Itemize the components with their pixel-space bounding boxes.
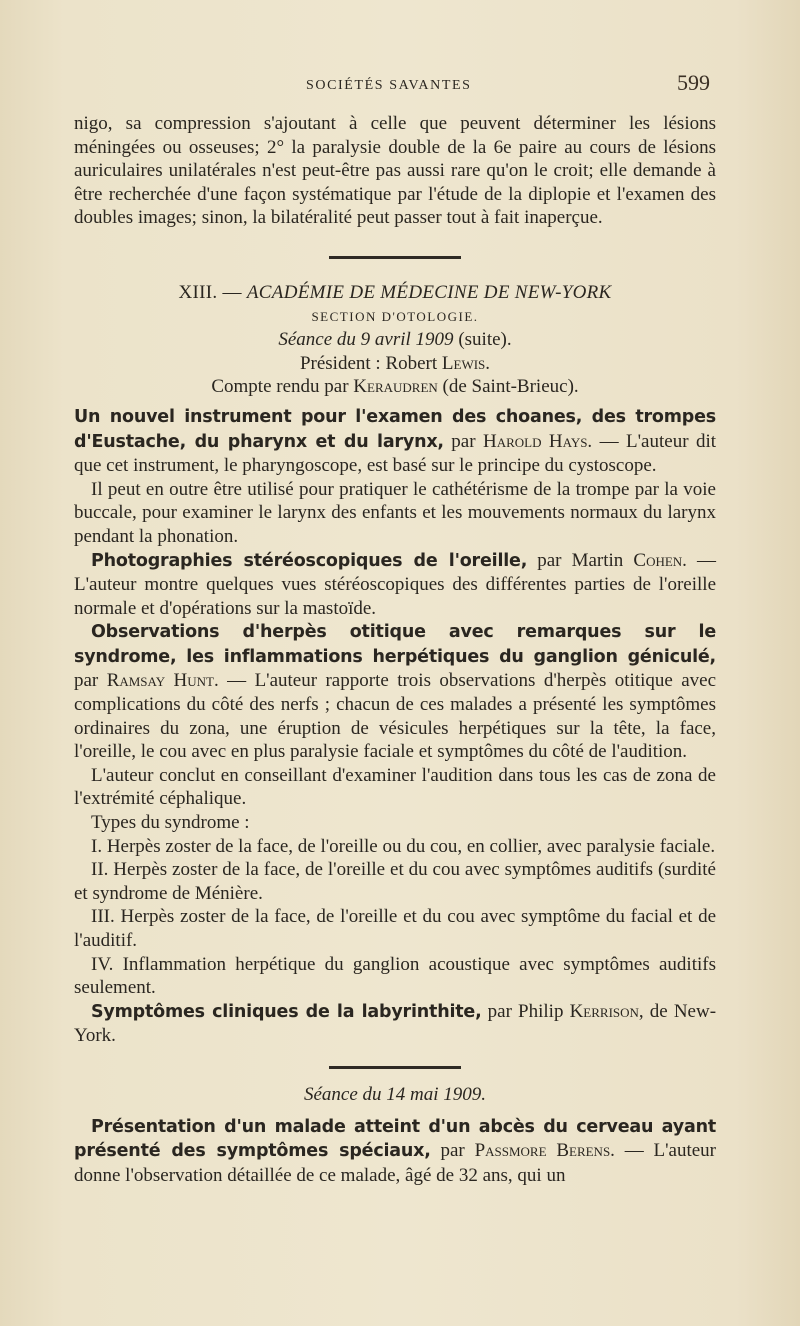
entry-author: Passmore Berens. xyxy=(474,1140,615,1162)
entry-stereoscopic xyxy=(74,549,716,621)
syndrome-type-4: IV. Inflammation herpétique du ganglion acoustique avec symptômes auditifs seulement. xyxy=(74,953,716,999)
entry-by: par xyxy=(440,1140,465,1162)
entry-text: — L'auteur dit que cet instrument, le pharyngoscope, est basé sur le principe du cystoscope. xyxy=(74,430,717,477)
entry-brain-abscess xyxy=(74,1115,716,1188)
entry-title: Observations d'herpès otitique avec remarques sur le syndrome, les inflammations herpétiques du ganglion géniculé, xyxy=(74,622,716,667)
entry-author: Harold Hays. xyxy=(482,430,593,452)
report-prefix: Compte rendu par xyxy=(211,376,349,398)
page-number: 599 xyxy=(677,70,710,95)
president-name: Lewis. xyxy=(441,352,491,374)
syndrome-types-heading: Types du syndrome : xyxy=(91,812,250,834)
entry-author: Kerrison, xyxy=(569,1000,644,1022)
entry-by: par Philip xyxy=(487,1000,564,1022)
session-line xyxy=(74,328,716,352)
session-date: Séance du 9 avril 1909 xyxy=(278,329,454,351)
session-suffix: (suite). xyxy=(458,329,512,351)
entry-author: Cohen. xyxy=(633,549,687,571)
entry-herpes-conclusion: L'auteur conclut en conseillant d'examiner l'audition dans tous les cas de zona de l'extrémité céphalique. xyxy=(74,764,716,810)
running-title: SOCIÉTÉS SAVANTES xyxy=(306,78,472,93)
section-number: XIII. — xyxy=(178,281,242,303)
report-suffix: (de Saint-Brieuc). xyxy=(442,376,579,398)
entry-by: par xyxy=(74,670,99,692)
subsection-title: SECTION D'OTOLOGIE. xyxy=(311,308,479,324)
entry-title: Symptômes cliniques de la labyrinthite, xyxy=(91,1001,482,1022)
president-prefix: Président : Robert xyxy=(299,352,438,374)
entry-text: — L'auteur rapporte trois observations d'herpès otitique avec complications du côté des nerfs ; chacun de ces malades a présenté les symptômes ordinaires du zona, une éruption de vésicules herpétiques sur la tête, la face, l'oreille, le cou avec en plus paralysie faciale et symptômes du côté de l'audition. xyxy=(74,670,717,763)
syndrome-type-3: III. Herpès zoster de la face, de l'oreille et du cou avec symptôme du facial et de l'auditif. xyxy=(74,906,716,951)
entry-text: de New-York. xyxy=(74,1000,717,1047)
entry-author: Ramsay Hunt. xyxy=(106,670,219,692)
section-heading xyxy=(74,281,716,305)
entry-labyrinthitis xyxy=(74,1000,716,1048)
session2-title: Séance du 14 mai 1909. xyxy=(303,1083,487,1105)
entry-pharyngoscope xyxy=(74,405,716,478)
entry-by: par xyxy=(451,430,476,452)
entry-title: Photographies stéréoscopiques de l'oreille, xyxy=(91,550,528,571)
entry-by: par Martin xyxy=(537,549,624,571)
intro-paragraph: nigo, sa compression s'ajoutant à celle que peuvent déterminer les lésions méningées ou osseuses; 2° la paralysie double de la 6e paire au cours de lésions auriculaires unilatérales n'est peut-être pas aussi rare qu'on le croit; elle demande à être recherchée d'une façon systématique par l'étude de la diplopie et l'examen des doubles images; sinon, la bilatéralité peut passer tout à fait inaperçue. xyxy=(74,113,716,229)
report-line xyxy=(74,375,716,399)
report-name: Keraudren xyxy=(353,376,438,398)
section-title: ACADÉMIE DE MÉDECINE DE NEW-YORK xyxy=(246,281,612,303)
entry-title: Présentation d'un malade atteint d'un abcès du cerveau ayant présenté des symptômes spéciaux, xyxy=(74,1116,716,1162)
entry-herpes xyxy=(74,620,716,764)
entry-text: — L'auteur montre quelques vues stéréoscopiques des différentes parties de l'oreille normale et d'opérations sur la mastoïde. xyxy=(74,549,716,619)
syndrome-type-1: I. Herpès zoster de la face, de l'oreille ou du cou, en collier, avec paralysie faciale. xyxy=(91,835,716,857)
entry-pharyngoscope-continued: Il peut en outre être utilisé pour pratiquer le cathétérisme de la trompe par la voie buccale, pour examiner le larynx des enfants et les mouvements normaux du larynx pendant la phonation. xyxy=(74,478,716,547)
entry-title: Un nouvel instrument pour l'examen des choanes, des trompes d'Eustache, du pharynx et du larynx, xyxy=(74,406,716,452)
entry-text: — L'auteur donne l'observation détaillée de ce malade, âgé de 32 ans, qui un xyxy=(74,1140,717,1186)
president-line xyxy=(74,352,716,376)
page-body xyxy=(74,112,716,1187)
syndrome-type-2: II. Herpès zoster de la face, de l'oreille et du cou avec symptômes auditifs (surdité et syndrome de Ménière. xyxy=(74,859,716,904)
running-head xyxy=(0,70,800,100)
